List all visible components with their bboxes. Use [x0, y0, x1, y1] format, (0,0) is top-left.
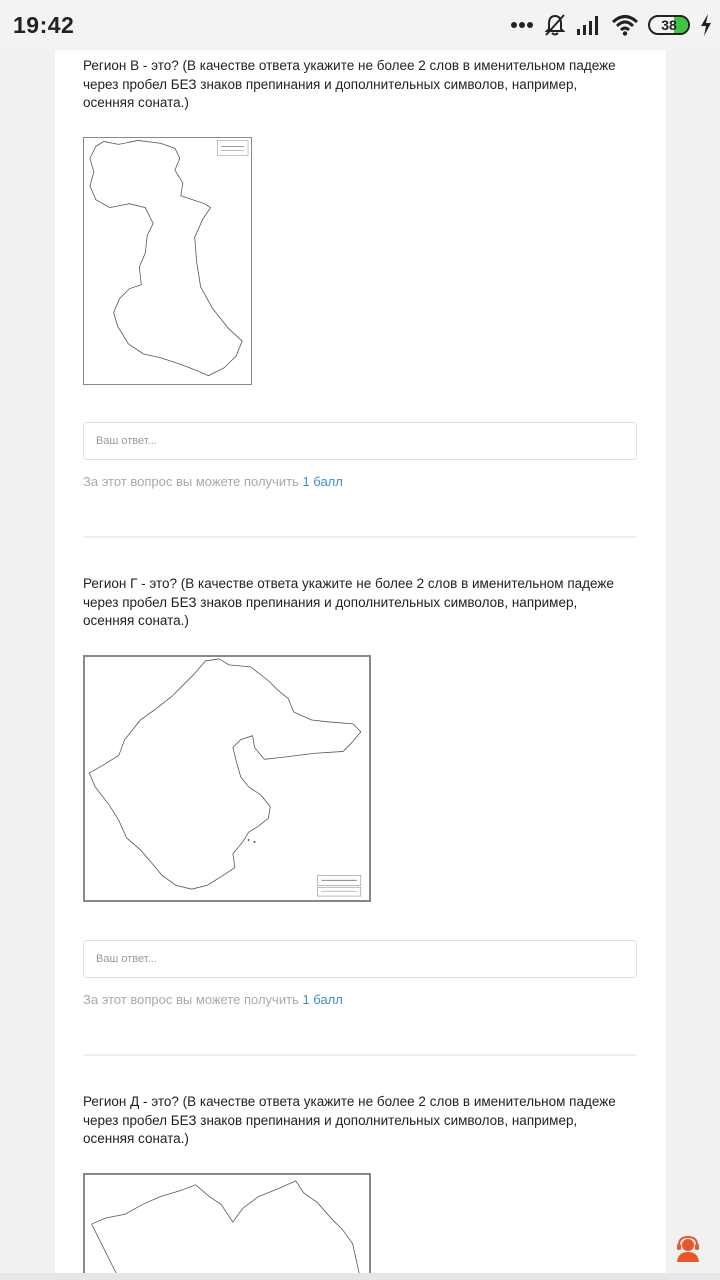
bottom-edge: [0, 1273, 720, 1280]
region-map-icon: [84, 138, 251, 384]
charging-icon: [700, 14, 712, 36]
score-note-g: [83, 992, 343, 1007]
more-dots-icon: [510, 21, 534, 29]
region-map-icon: [85, 657, 369, 900]
region-map-icon: [85, 1175, 369, 1280]
question-text-d: Регион Д - это? (В качестве ответа укажите не более 2 слов в именительном падеже через пробел БЕЗ знаков препинания и дополнительных символов, например, осенняя соната.): [83, 1094, 616, 1146]
wifi-icon: [612, 14, 638, 36]
status-bar: [0, 0, 720, 50]
score-value-link[interactable]: 1 балл: [302, 992, 343, 1007]
score-prefix: За этот вопрос вы можете получить: [83, 474, 299, 489]
region-g-map-image: [83, 655, 371, 902]
support-agent-icon[interactable]: [676, 1236, 700, 1262]
answer-input-v[interactable]: [83, 422, 637, 460]
score-value-link[interactable]: 1 балл: [302, 474, 343, 489]
region-v-map-image: [83, 137, 252, 385]
score-prefix: За этот вопрос вы можете получить: [83, 992, 299, 1007]
score-note-v: [83, 474, 343, 489]
question-text-g: Регион Г - это? (В качестве ответа укажите не более 2 слов в именительном падеже через пробел БЕЗ знаков препинания и дополнительных символов, например, осенняя соната.): [83, 576, 614, 628]
quiz-card: [55, 0, 666, 1280]
question-divider: [83, 1054, 637, 1056]
bell-muted-icon: [544, 13, 566, 37]
signal-icon: [576, 14, 602, 36]
status-time: 19:42: [13, 12, 75, 38]
battery-icon: [648, 15, 690, 35]
status-icons: [510, 12, 712, 38]
battery-level: 38: [661, 17, 677, 33]
question-text-v: Регион В - это? (В качестве ответа укажите не более 2 слов в именительном падеже через пробел БЕЗ знаков препинания и дополнительных символов, например, осенняя соната.): [83, 58, 616, 110]
question-divider: [83, 536, 637, 538]
answer-input-g[interactable]: [83, 940, 637, 978]
region-d-map-image: [83, 1173, 371, 1280]
